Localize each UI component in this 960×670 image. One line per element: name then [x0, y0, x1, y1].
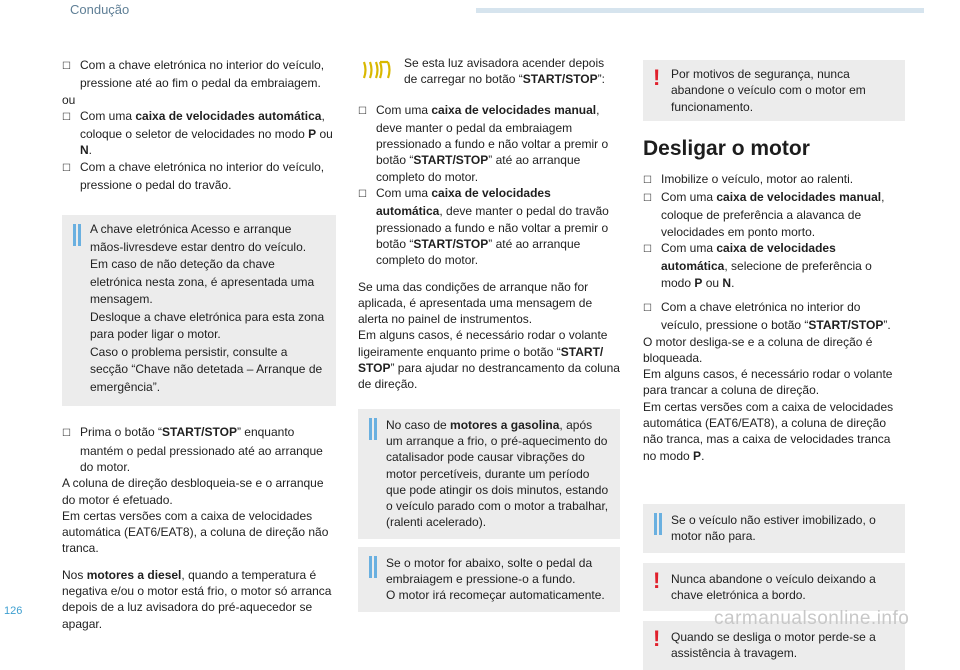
- note-text: O motor irá recomeçar automaticamente.: [386, 588, 605, 603]
- paragraph: [643, 399, 905, 464]
- step-item: [62, 108, 336, 159]
- info-note: [643, 504, 905, 553]
- arrow-bullet-icon: ☐: [358, 189, 367, 201]
- arrow-bullet-icon: ☐: [62, 428, 71, 440]
- arrow-bullet-icon: ☐: [643, 244, 652, 256]
- text-run: Se esta luz avisadora acender depois de carregar no botão “: [404, 56, 605, 87]
- text-run: , deve manter o pedal da embraiagem pressionado a fundo e não voltar a premir o botão “: [376, 102, 609, 168]
- paragraph: O motor desliga-se e a coluna de direção é bloqueada.: [643, 334, 873, 365]
- text-run: Nos: [62, 567, 87, 582]
- note-text: Caso o problema persistir, consulte a secção “Chave não detetada – Arranque de emergência”.: [90, 344, 323, 394]
- text-run: , coloque de preferência a alavanca de velocidades em ponto morto.: [661, 190, 885, 239]
- text-run: ” enquanto mantém o pedal pressionado até ao arranque do motor.: [80, 425, 323, 474]
- note-text: Se o veículo não estiver imobilizado, o motor não para.: [671, 512, 876, 544]
- exclamation-icon: !: [653, 567, 661, 593]
- text-run: , deve manter o pedal do travão pressionado a fundo e não voltar a premir o botão “: [376, 204, 609, 251]
- text-run: , após um arranque a frio, o pré-aquecimento do catalisador pode causar vibrações do motor percetíveis, durante um período que pode atingir os dois minutos, estando o veículo parado com o motor a trabalhar, (ralenti acelerado).: [386, 417, 609, 530]
- text-run: .: [88, 143, 93, 158]
- warning-note: [643, 563, 905, 612]
- step-item: [643, 189, 905, 240]
- bold-text: caixa de velocidades manual: [716, 190, 882, 205]
- text-run: Em alguns casos, é necessário rodar o volante ligeiramente enquanto prime o botão “: [358, 328, 608, 359]
- note-text: Se o motor for abaixo, solte o pedal da embraiagem e pressione-o a fundo.: [386, 555, 593, 587]
- text-run: ”.: [883, 318, 891, 333]
- text-run: ” para ajudar no destrancamento da coluna de direção.: [358, 361, 620, 392]
- text-run: , selecione de preferência o modo: [661, 259, 872, 290]
- exclamation-icon: !: [653, 626, 661, 652]
- text-run: Com uma: [661, 241, 717, 256]
- paragraph: [62, 567, 336, 632]
- step-item: [62, 57, 336, 92]
- header-bar: [476, 8, 924, 13]
- paragraph: Se uma das condições de arranque não for aplicada, é apresentada uma mensagem de alerta no painel de instrumentos.: [358, 279, 593, 327]
- paragraph: Em alguns casos, é necessário rodar o volante para trancar a coluna de direção.: [643, 367, 893, 398]
- bold-text: START/STOP: [413, 153, 489, 168]
- watermark: carmanualsonline.info: [714, 608, 910, 629]
- text-run: ”:: [597, 72, 605, 87]
- arrow-bullet-icon: ☐: [358, 105, 367, 117]
- bold-text: motores a gasolina: [450, 417, 560, 432]
- step-item: [643, 299, 905, 334]
- bold-text: caixa de velocidades manual: [431, 102, 597, 117]
- arrow-bullet-icon: ☐: [62, 111, 71, 123]
- bold-text: P: [693, 448, 702, 463]
- text-run: .: [731, 275, 735, 290]
- text-run: ” até ao arranque completo do motor.: [376, 236, 581, 268]
- info-bar-icon: [654, 513, 662, 535]
- step-item: [62, 159, 336, 194]
- bold-text: START/STOP: [808, 318, 884, 333]
- column-1: [62, 57, 336, 632]
- bold-text: START/STOP: [413, 236, 489, 251]
- arrow-bullet-icon: ☐: [643, 193, 652, 205]
- step-item: [358, 185, 620, 268]
- step-item: [643, 171, 905, 189]
- bold-text: START/STOP: [162, 425, 237, 440]
- bold-text: caixa de velocidades automática: [376, 186, 551, 219]
- text-run: Com uma: [661, 190, 717, 205]
- bold-text: caixa de velocidades automática: [135, 108, 322, 123]
- bold-text: START/ STOP: [358, 344, 604, 376]
- bold-text: motores a diesel: [86, 567, 182, 582]
- paragraph: [358, 327, 620, 392]
- info-bar-icon: [369, 418, 377, 440]
- text-run: Com uma: [376, 186, 432, 201]
- step-item: [358, 102, 620, 185]
- lamp-row: [358, 55, 620, 88]
- step-text: Com a chave eletrónica no interior do veículo, pressione até ao fim o pedal da embraiagem.: [80, 58, 325, 91]
- bold-text: N: [80, 143, 89, 158]
- column-3: [643, 60, 905, 670]
- preheat-lamp-icon: [362, 58, 392, 80]
- bold-text: P: [308, 127, 317, 142]
- ou-text: ou: [62, 92, 76, 107]
- note-text: A chave eletrónica Acesso e arranque mãos-livresdeve estar dentro do veículo.: [90, 222, 307, 254]
- step-text: Imobilize o veículo, motor ao ralenti.: [661, 171, 854, 186]
- text-run: ou: [702, 275, 723, 290]
- paragraph: Em certas versões com a caixa de velocidades automática (EAT6/EAT8), a coluna de direção não tranca.: [62, 508, 329, 556]
- text-run: , coloque o seletor de velocidades no modo: [80, 108, 325, 142]
- info-note: [358, 409, 620, 539]
- warning-note: [643, 60, 905, 121]
- text-run: No caso de: [386, 417, 451, 432]
- note-text: Por motivos de segurança, nunca abandone o veículo com o motor em funcionamento.: [671, 67, 866, 114]
- text-run: Com uma: [376, 102, 432, 117]
- text-run: Prima o botão “: [80, 425, 163, 440]
- info-bar-icon: [369, 556, 377, 578]
- arrow-bullet-icon: ☐: [643, 174, 652, 186]
- note-text: [386, 417, 610, 531]
- text-run: Com a chave eletrónica no interior do veículo, pressione o botão “: [661, 299, 861, 333]
- step-text: Com a chave eletrónica no interior do veículo, pressione o pedal do travão.: [80, 159, 325, 193]
- arrow-bullet-icon: ☐: [643, 302, 652, 314]
- text-run: .: [701, 448, 705, 463]
- text-run: ” até ao arranque completo do motor.: [376, 153, 581, 184]
- text-run: Em certas versões com a caixa de velocidades automática (EAT6/EAT8), a coluna de direção não tranca, mas a caixa de velocidades tranca no modo: [643, 399, 894, 463]
- bold-text: N: [722, 275, 732, 290]
- info-note: [62, 215, 336, 406]
- arrow-bullet-icon: ☐: [62, 61, 71, 72]
- bold-text: START/STOP: [522, 72, 598, 87]
- step-item: [643, 240, 905, 291]
- bold-text: caixa de velocidades automática: [661, 241, 836, 274]
- paragraph: A coluna de direção desbloqueia-se e o arranque do motor é efetuado.: [62, 476, 324, 507]
- info-bar-icon: [73, 224, 81, 246]
- note-text: Nunca abandone o veículo deixando a chave eletrónica a bordo.: [671, 571, 876, 602]
- note-text: Em caso de não deteção da chave eletrónica nesta zona, é apresentada uma mensagem.: [90, 257, 315, 307]
- info-note: [358, 547, 620, 612]
- note-text: Desloque a chave eletrónica para esta zona para poder ligar o motor.: [90, 309, 325, 342]
- text-run: , quando a temperatura é negativa e/ou o motor está frio, o motor só arranca depois de a luz avisadora do pré-aquecedor se apagar.: [62, 567, 332, 631]
- column-2: [358, 55, 620, 612]
- section-title: Desligar o motor: [643, 136, 810, 160]
- text-run: ou: [316, 127, 333, 142]
- text-run: Com uma: [80, 108, 136, 123]
- arrow-bullet-icon: ☐: [62, 162, 71, 174]
- section-header: Condução: [70, 2, 130, 17]
- page-number: 126: [4, 605, 23, 617]
- bold-text: P: [694, 275, 703, 290]
- exclamation-icon: !: [653, 65, 661, 90]
- note-text: Quando se desliga o motor perde-se a assistência à travagem.: [671, 630, 876, 661]
- step-item: [62, 424, 336, 475]
